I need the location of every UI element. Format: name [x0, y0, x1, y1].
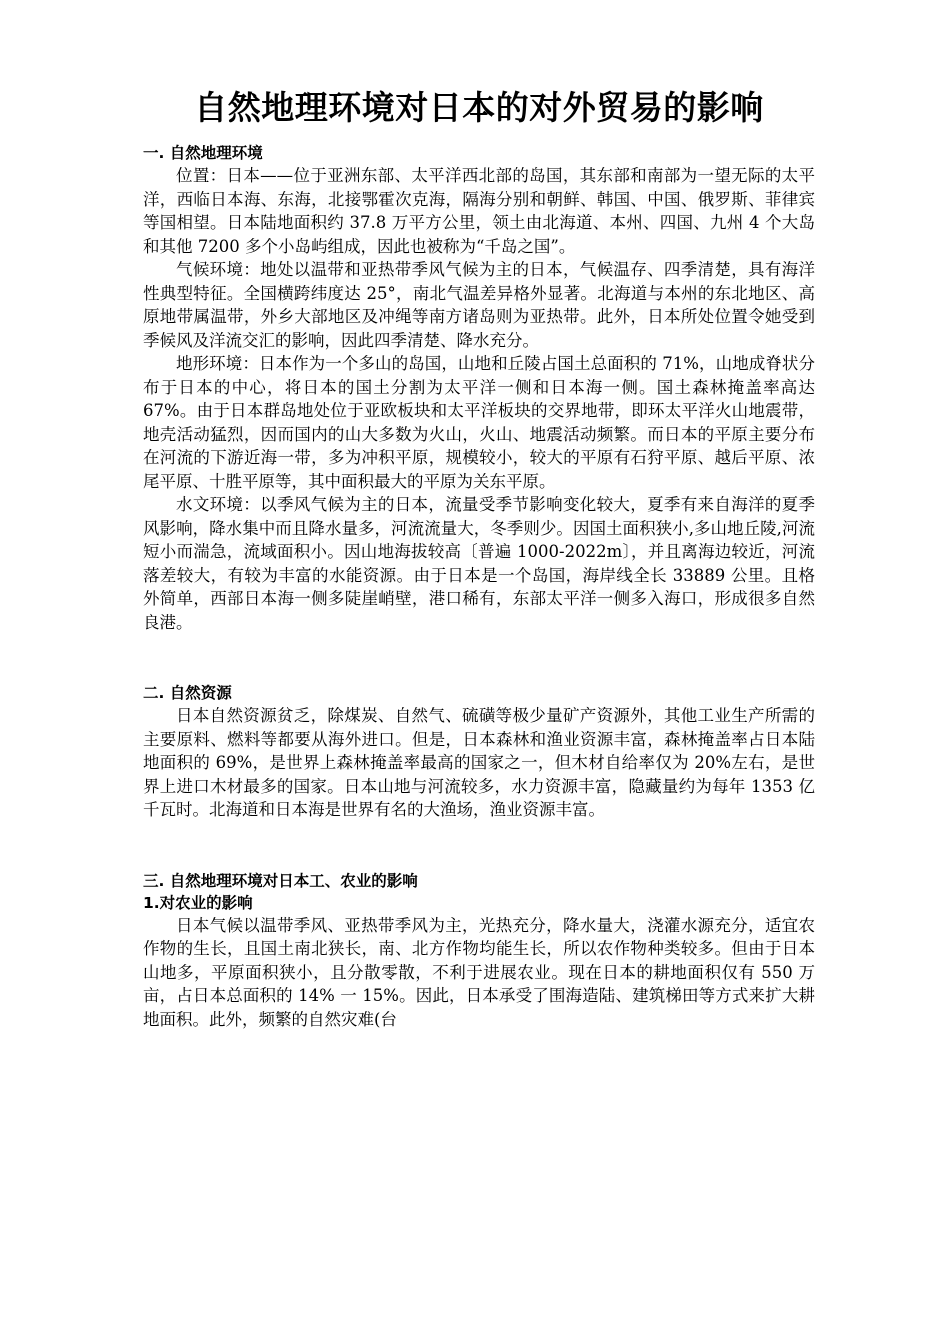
section-natural-geography	[143, 142, 815, 634]
section-heading: 二. 自然资源	[143, 684, 232, 702]
document-page	[143, 86, 815, 1031]
document-title: 自然地理环境对日本的对外贸易的影响	[194, 88, 764, 127]
paragraph-terrain: 地形环境：日本作为一个多山的岛国，山地和丘陵占国土总面积的 71%，山地成脊状分布于日本的中心，将日本的国土分割为太平洋一侧和日本海一侧。国土森林掩盖率高达 67%。由于日本群岛地处位于亚欧板块和太平洋板块的交界地带，即环太平洋火山地震带，地壳活动猛烈，因而国内的山大多数为火山，火山、地震活动频繁。而日本的平原主要分布在河流的下游近海一带，多为冲积平原，规模较小，较大的平原有石狩平原、越后平原、浓尾平原、十胜平原等，其中面积最大的平原为关东平原。	[143, 354, 815, 491]
spacer	[143, 822, 815, 870]
section-heading: 三. 自然地理环境对日本工、农业的影响	[143, 871, 418, 890]
section-natural-resources	[143, 682, 815, 822]
paragraph-hydrology: 水文环境：以季风气候为主的日本，流量受季节影响变化较大，夏季有来自海洋的夏季风影响，降水集中而且降水量多，河流流量大，冬季则少。因国土面积狭小,多山地丘陵,河流短小而湍急，流域面积小。因山地海拔较高〔普遍 1000-2022m〕，并且离海边较近，河流落差较大，有较为丰富的水能资源。由于日本是一个岛国，海岸线全长 33889 公里。且格外简单，西部日本海一侧多陡崖峭壁，港口稀有，东部太平洋一侧多入海口，形成很多自然良港。	[143, 495, 815, 632]
paragraph-location: 位置：日本——位于亚洲东部、太平洋西北部的岛国，其东部和南部为一望无际的太平洋，西临日本海、东海，北接鄂霍次克海，隔海分别和朝鲜、韩国、中国、俄罗斯、菲律宾等国相望。日本陆地面积约 37.8 万平方公里，领土由北海道、本州、四国、九州 4 个大岛和其他 7200 多个小岛屿组成，因此也被称为“千岛之国”。	[143, 166, 815, 256]
subsection-heading: 1.对农业的影响	[143, 893, 253, 912]
section-industry-agriculture	[143, 870, 815, 1032]
spacer	[143, 634, 815, 682]
section-heading: 一. 自然地理环境	[143, 144, 263, 162]
paragraph-agriculture: 日本气候以温带季风、亚热带季风为主，光热充分，降水量大，浇灌水源充分，适宜农作物的生长，且国土南北狭长，南、北方作物均能生长，所以农作物种类较多。但由于日本山地多，平原面积狭小，且分散零散，不利于进展农业。现在日本的耕地面积仅有 550 万亩，占日本总面积的 14% 一 15%。因此，日本承受了围海造陆、建筑梯田等方式来扩大耕地面积。此外，频繁的自然灾难(台	[143, 915, 815, 1029]
paragraph-resources: 日本自然资源贫乏，除煤炭、自然气、硫磺等极少量矿产资源外，其他工业生产所需的主要原料、燃料等都要从海外进口。但是，日本森林和渔业资源丰富，森林掩盖率占日本陆地面积的 69%，是世界上森林掩盖率最高的国家之一，但木材自给率仅为 20%左右，是世界上进口木材最多的国家。日本山地与河流较多，水力资源丰富，隐藏量约为每年 1353 亿千瓦时。北海道和日本海是世界有名的大渔场，渔业资源丰富。	[143, 706, 815, 819]
paragraph-climate: 气候环境：地处以温带和亚热带季风气候为主的日本，气候温存、四季清楚，具有海洋性典型特征。全国横跨纬度达 25°，南北气温差异格外显著。北海道与本州的东北地区、高原地带属温带，外乡大部地区及冲绳等南方诸岛则为亚热带。此外，日本所处位置令她受到季候风及洋流交汇的影响，因此四季清楚、降水充分。	[143, 260, 815, 350]
